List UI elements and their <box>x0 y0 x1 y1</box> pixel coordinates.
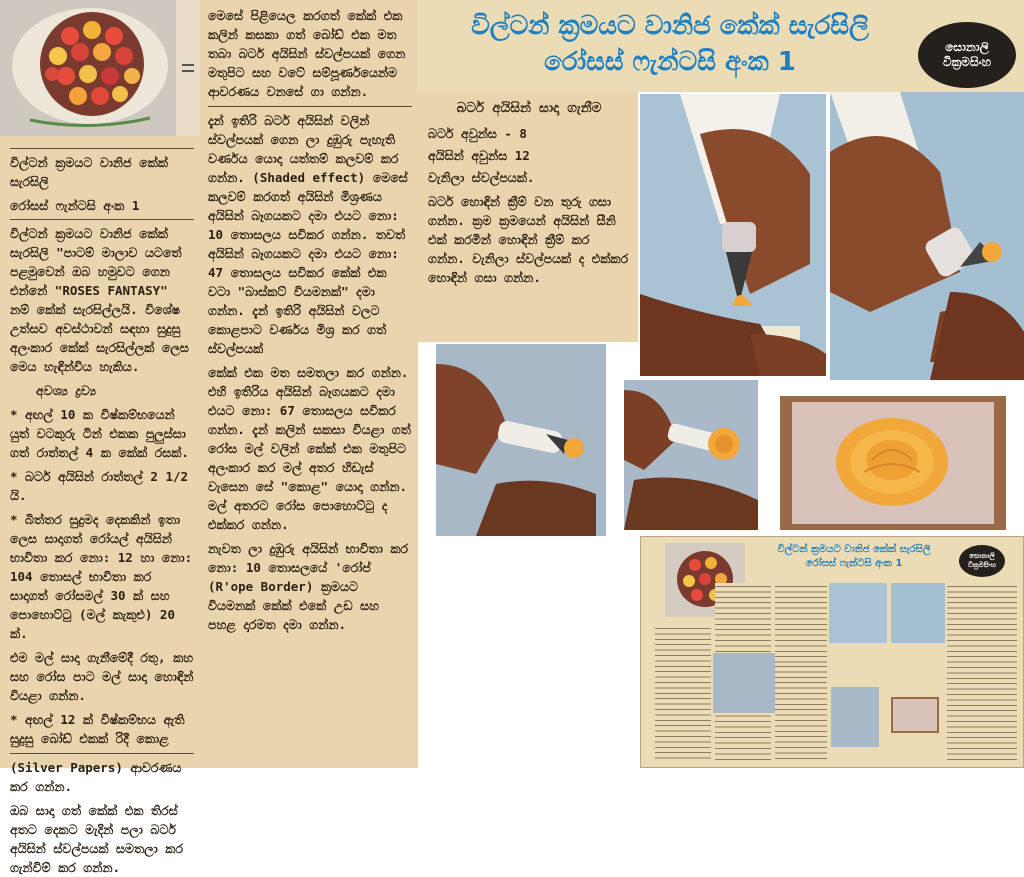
divider <box>10 753 194 754</box>
divider <box>10 219 194 220</box>
method-paragraph: බටර් හොඳින් ක්‍රීම් වන තුරු ගසා ගන්න. ක්‍රම ක්‍රමයෙන් අයිසින් සීනි එක් කරමින් හොඳින් ක්‍රීම් කර ගන්න. වැනිලා ස්වල්පයක් ද එක්කර හොඳින් ගසා ගන්න. <box>428 193 629 285</box>
divider <box>208 106 412 107</box>
ingredient: බටර් අවුන්ස - 8 <box>428 125 527 141</box>
requirements-heading: අවශ්‍ය ද්‍රව්‍ය <box>36 383 97 398</box>
cake-photo-margin <box>176 0 200 136</box>
title-line-2: රෝසස් ෆැන්ටසි අංක 1 <box>544 47 796 77</box>
article-title <box>430 8 910 80</box>
thumbnail-author-badge <box>959 545 1005 577</box>
intro-paragraph: විල්ටන් ක්‍රමයට වානිජ කේක් සැරසිලි "පාටම් මාලාව යටතේ පළමුවෙන් ඔබ හමුවට ගෙන එන්නේ "ROSES FANTASY" නම් කේක් සැරසිල්ලයි. විශේෂ උත්සව අවස්ථාවන් සඳහා සුදුසු අලංකාර කේක් සැරසිල්ලක් ලෙස මෙය හැඳින්විය හැකිය. <box>10 226 189 374</box>
requirement-item: * බටර් අයිසින් රාත්තල් 2 1/2 යි. <box>10 469 189 503</box>
thumbnail-photo <box>831 687 879 747</box>
silver-paper-text: (Silver Papers) ආවරණය කර ගන්න. <box>10 760 182 794</box>
thumbnail-text-lines <box>947 583 1017 761</box>
column-1 <box>0 136 200 875</box>
cake-photo <box>0 0 176 136</box>
piping-photo-4 <box>624 380 758 530</box>
title-line-1: විල්ටන් ක්‍රමයට වානිජ කේක් සැරසිලි <box>471 11 869 41</box>
finished-rose-photo <box>780 396 1006 530</box>
thumbnail-text-lines <box>775 583 827 663</box>
paragraph: දැන් ඉතිරි බටර් අයිසින් වලින් ස්වල්පයක් ගෙන ලා දුඹුරු පැහැති වර්ණය යොදා යත්තම් කලවම් කර ගන්න. (Shaded effect) මෙසේ කලවම් කරගත් අයිසින් මිශ්‍රණය අයිසින් බෑගයකට දමා එයට නො: 10 තොසලය සවිකර ගන්න. තවත් අයිසින් බෑගයකට දමා එයට නො: 47 තොසලය සවිකර කේක් එක වටා "බාස්කට් වියමනක්" දමා ගන්න. දැන් ඉතිරි අයිසින් වලට කොළපාට වර්ණය මිශ්‍ර කර ගත් ස්වල්පයක් <box>208 113 408 356</box>
thumbnail-photo <box>891 583 945 643</box>
thumbnail-title <box>759 543 949 571</box>
paragraph: නැවත ලා දුඹුරු අයිසින් භාවිතා කර නො: 10 තොසලයේ 'රෝප් (R'ope Border) ක්‍රමයට වියමනක් කේක් එකේ උඩ සහ පහළ දාරමත දමා ගන්න. <box>208 541 409 632</box>
series-title: රෝසස් ෆැන්ටසි අංක 1 <box>10 198 140 213</box>
thumbnail-photo <box>829 583 887 643</box>
author-last-name: වික්‍රමසිංහ <box>942 55 992 69</box>
thumbnail-photo <box>713 653 775 713</box>
paragraph: කේක් එක මත සමතලා කර ගන්න. එහි ඉතිරිය අයිසින් බෑගයකට දමා එයට නො: 67 තොසලය සවිකර ගන්න. දැන් කලින් සකසා වියළා ගත් රෝස මල් වලින් කේක් එක මතුපිට අලංකාර කර මල් අතර හිඩැස් වැසෙන සේ "කොළ" යොදා ගන්න. මල් අතරට රෝස පොහොට්ටු ද එක්කර ගන්න. <box>208 365 411 532</box>
requirement-item: * අඟල් 10 ක විෂ්කම්භයෙන් යුත් වටකුරු ටින් එකක පුලුස්සා ගත් රාත්තල් 4 ක කේක් රසක්. <box>10 407 189 460</box>
thumbnail-title-line-2: රෝසස් ෆැන්ටසි අංක 1 <box>805 558 903 569</box>
author-first-name: සොනාලි <box>945 40 989 54</box>
divider <box>10 148 194 149</box>
paragraph: මෙසේ පිළියෙල කරගත් කේක් එක කලින් කසකා ගත් බෝඩ් එක මත තබා බටර් අයිසින් ස්වල්පයක් ගෙන මතුපිට සහ වටේ සම්පූර්ණයෙන්ම ආවරණය වනසේ ගා ගන්න. <box>208 8 406 99</box>
author-badge <box>918 22 1016 88</box>
thumbnail-photo <box>891 697 939 733</box>
thumbnail-text-lines <box>775 663 827 761</box>
thumbnail-text-lines <box>655 625 711 761</box>
piping-photo-3 <box>436 344 606 536</box>
icing-heading: බටර් අයිසින් සාදා ගැනීම <box>456 100 602 116</box>
ingredient: අයිසින් අවුන්ස 12 <box>428 147 530 163</box>
thumbnail-title-line-1: විල්ටන් ක්‍රමයට වානිජ කේක් සැරසිලි <box>777 544 931 555</box>
column-2 <box>200 0 418 768</box>
requirement-item: * බිත්තර සුදුමද දෙකකින් ඉතා ලෙස සාදාගත් රෝයල් අයිසින් භාවිතා කර නො: 12 හා නො: 104 තොසල් භාවිතා කර සාදාගත් රෝසමල් 30 ක් සහ පොහොට්ටු (මල් කැකුළු) 20 ක්. <box>10 512 193 641</box>
final-paragraph: ඔබ සාදා ගත් කේක් එක තිරස් අතට දෙකට මැදින් පලා බටර් අයිසින් ස්වල්පයක් සමතලා කර ගැන්විම් කර ගන්න. <box>10 803 183 875</box>
piping-photo-2 <box>830 92 1024 380</box>
thumbnail-author: සොනාලි වික්‍රමසිංහ <box>967 552 997 569</box>
page-thumbnail <box>640 536 1024 768</box>
requirement-item: එම මල් සාදා ගැනීමේදී රතු, කහ සහ රෝස පාට මල් සාදා හොඳින් වියළා ගන්න. <box>10 650 194 703</box>
piping-photo-1 <box>640 94 826 376</box>
ingredient: වැනිලා ස්වල්පයක්. <box>428 169 535 185</box>
requirement-item: * අඟල් 12 ක් විෂ්කම්භය ඇති සුදුසු බෝඩ් එකක් රිදී කොළ <box>10 712 185 746</box>
column-3 <box>418 92 638 342</box>
subtitle: විල්ටන් ක්‍රමයට වානිජ කේක් සැරසිලි <box>10 155 168 189</box>
